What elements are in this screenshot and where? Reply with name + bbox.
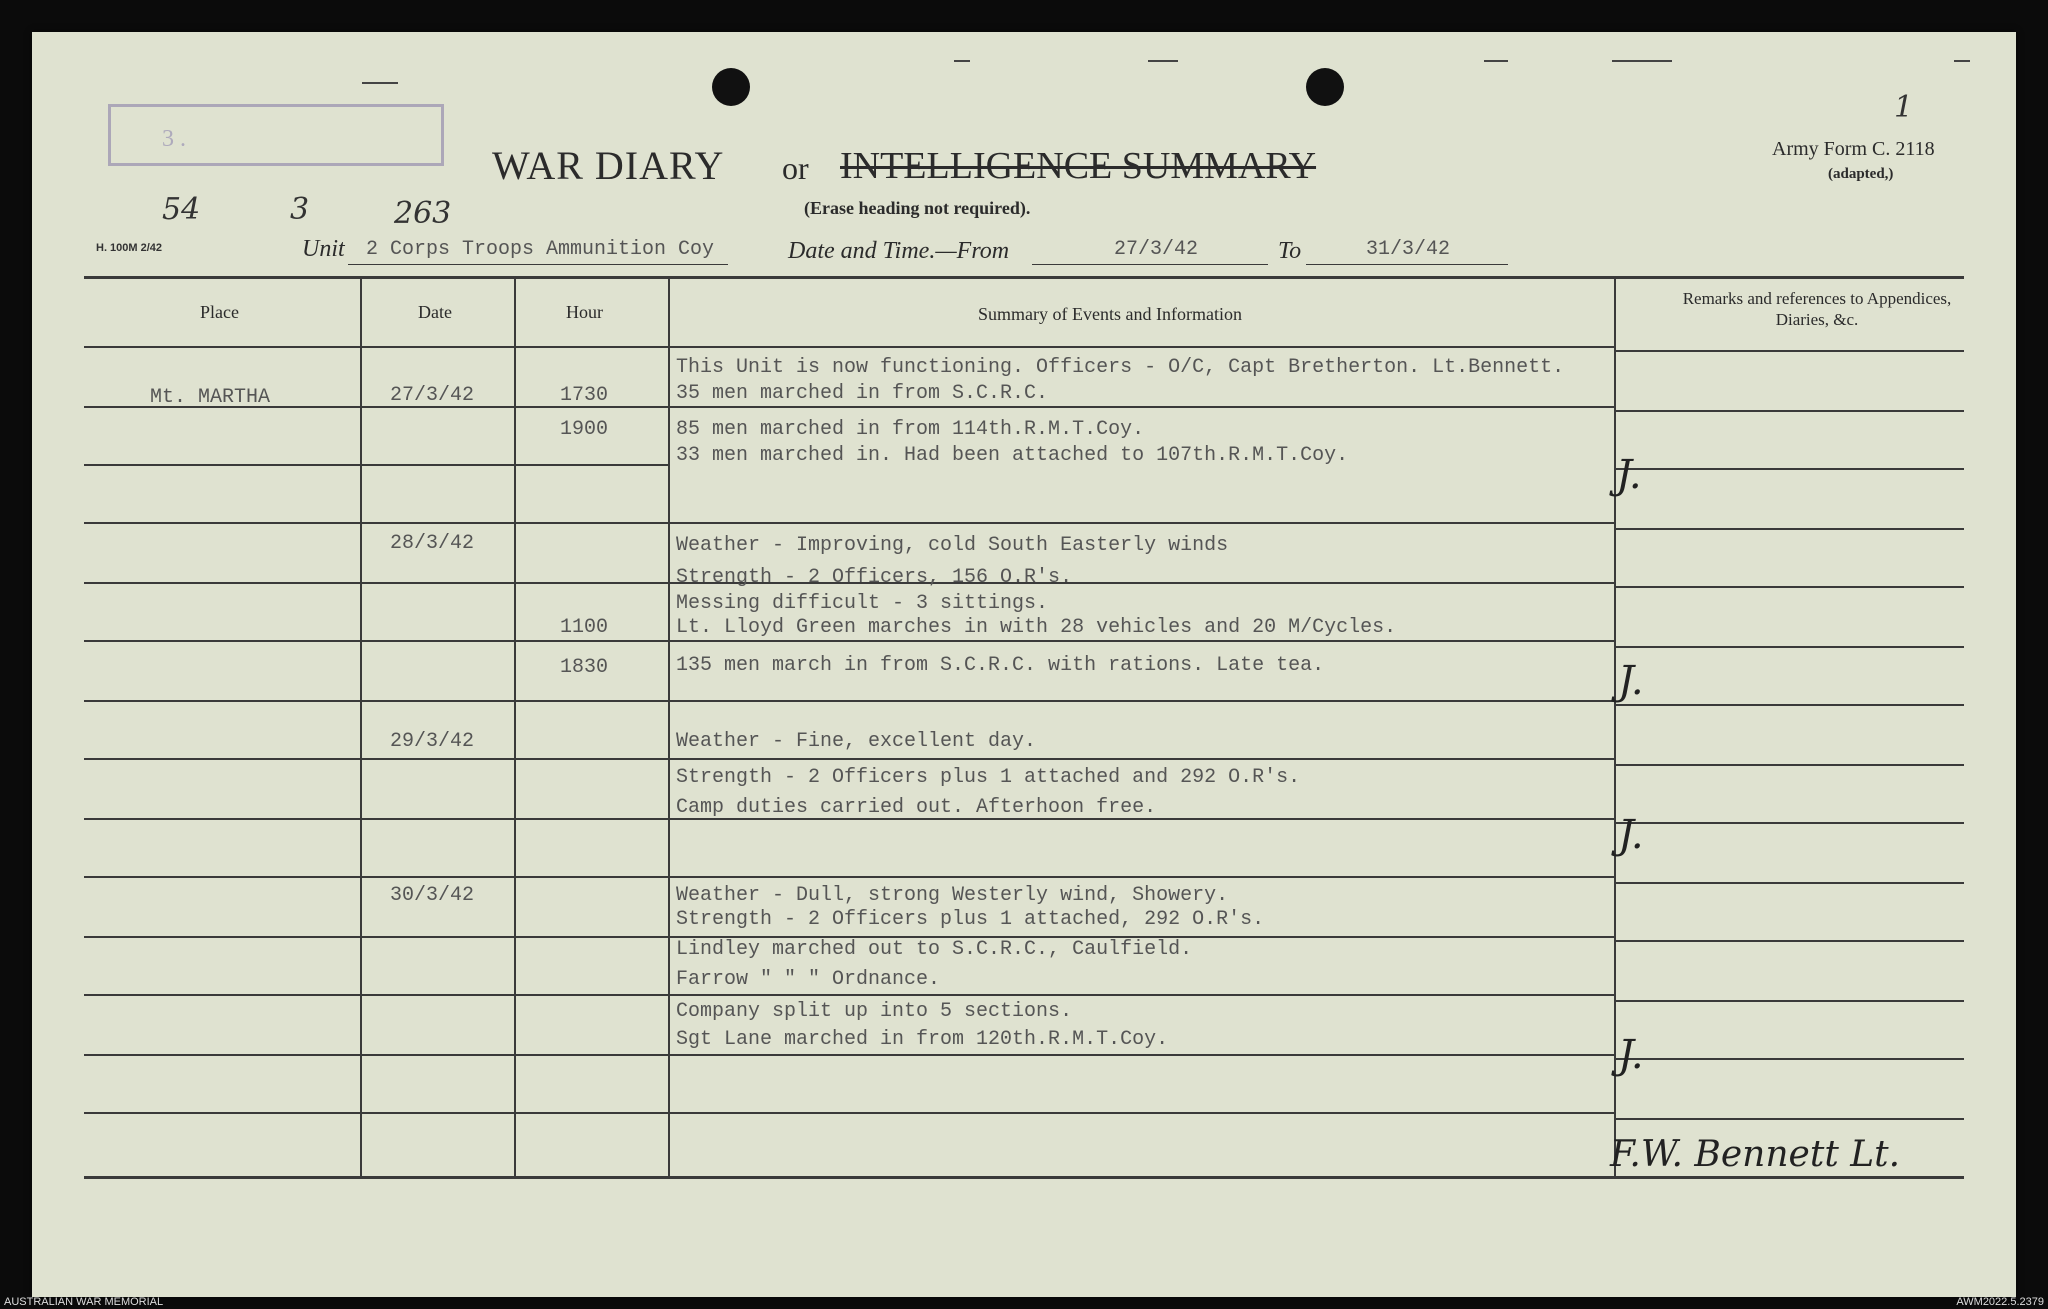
remarks-rule (1614, 468, 1964, 470)
hour-cell: 1100 (560, 616, 609, 639)
summary-line: This Unit is now functioning. Officers - O/C, Capt Bretherton. Lt.Bennett. (676, 356, 1565, 379)
summary-line: Strength - 2 Officers, 156 O.R's. (676, 566, 1073, 589)
summary-line: Farrow " " " Ordnance. (676, 968, 941, 991)
unit-underline (348, 264, 728, 265)
row-rule (84, 522, 1614, 524)
from-date: 27/3/42 (1114, 238, 1199, 261)
summary-line: 35 men marched in from S.C.R.C. (676, 382, 1049, 405)
date-cell: 30/3/42 (390, 884, 475, 907)
fold-mark (1484, 60, 1508, 62)
hour-cell: 1900 (560, 418, 609, 441)
army-form-label: Army Form C. 2118 (1772, 138, 1935, 160)
column-divider (514, 278, 516, 1178)
hour-cell: 1730 (560, 384, 609, 407)
initials-mark: J. (1616, 452, 1642, 498)
date-time-label: Date and Time.—From (788, 238, 1010, 264)
page-number: 1 (1894, 90, 1914, 125)
print-code: H. 100M 2/42 (96, 242, 163, 254)
summary-line: Strength - 2 Officers plus 1 attached, 292 O.R's. (676, 908, 1265, 931)
row-rule (84, 464, 668, 466)
row-rule (84, 346, 1614, 348)
row-rule (84, 1054, 1614, 1056)
summary-line: 33 men marched in. Had been attached to 107th.R.M.T.Coy. (676, 444, 1349, 467)
summary-line: Company split up into 5 sections. (676, 1000, 1073, 1023)
adapted-label: (adapted,) (1828, 166, 1894, 182)
row-rule (84, 406, 1614, 408)
erase-note: (Erase heading not required). (804, 198, 1031, 218)
summary-line: Camp duties carried out. Afterhoon free. (676, 796, 1157, 819)
title-or: or (782, 150, 809, 186)
remarks-rule (1614, 350, 1964, 352)
title-intelligence-summary: INTELLIGENCE SUMMARY (840, 145, 1317, 187)
fold-mark (1954, 60, 1970, 62)
summary-line: Strength - 2 Officers plus 1 attached and 292 O.R's. (676, 766, 1301, 789)
remarks-rule (1614, 940, 1964, 942)
remarks-rule (1614, 528, 1964, 530)
table-top-rule (84, 276, 1964, 279)
row-rule (84, 994, 1614, 996)
header-hour: Hour (566, 302, 603, 322)
from-underline (1032, 264, 1268, 265)
place-cell: Mt. MARTHA (150, 386, 271, 409)
summary-line: Weather - Fine, excellent day. (676, 730, 1037, 753)
header-summary: Summary of Events and Information (978, 304, 1242, 324)
summary-line: Sgt Lane marched in from 120th.R.M.T.Coy. (676, 1028, 1169, 1051)
summary-line: 135 men march in from S.C.R.C. with rations. Late tea. (676, 654, 1325, 677)
row-rule (84, 1112, 1614, 1114)
hand-ref-2: 3 (290, 192, 310, 227)
summary-line: Messing difficult - 3 sittings. (676, 592, 1049, 615)
remarks-rule (1614, 1058, 1964, 1060)
to-date: 31/3/42 (1366, 238, 1451, 261)
fold-mark (954, 60, 970, 62)
footer-credit-left: AUSTRALIAN WAR MEMORIAL (4, 1296, 164, 1308)
hour-cell: 1830 (560, 656, 609, 679)
diary-sheet (32, 32, 2016, 1297)
column-divider (1614, 278, 1616, 1178)
punch-hole-right (1306, 68, 1344, 106)
unit-value: 2 Corps Troops Ammunition Coy (366, 238, 715, 261)
row-rule (84, 640, 1614, 642)
summary-line: Weather - Dull, strong Westerly wind, Showery. (676, 884, 1229, 907)
row-rule (84, 700, 1614, 702)
signature: F.W. Bennett Lt. (1610, 1134, 1901, 1175)
initials-mark: J. (1618, 1032, 1644, 1078)
remarks-rule (1614, 586, 1964, 588)
remarks-rule (1614, 882, 1964, 884)
remarks-rule (1614, 764, 1964, 766)
column-divider (360, 278, 362, 1178)
hand-ref-1: 54 (162, 192, 201, 227)
table-bottom-rule (84, 1176, 1964, 1179)
row-rule (84, 876, 1614, 878)
summary-line: Lindley marched out to S.C.R.C., Caulfield. (676, 938, 1193, 961)
header-remarks: Remarks and references to Appendices, Diaries, &c. (1682, 289, 1952, 329)
stamp-text: 3 . (162, 126, 186, 152)
remarks-rule (1614, 646, 1964, 648)
row-rule (84, 758, 1614, 760)
initials-mark: J. (1618, 812, 1644, 858)
punch-hole-left (712, 68, 750, 106)
remarks-rule (1614, 822, 1964, 824)
remarks-rule (1614, 1118, 1964, 1120)
column-divider (668, 278, 670, 1178)
to-label: To (1278, 238, 1302, 264)
fold-mark (1148, 60, 1178, 62)
date-cell: 28/3/42 (390, 532, 475, 555)
header-date: Date (418, 302, 452, 322)
summary-line: Lt. Lloyd Green marches in with 28 vehicles and 20 M/Cycles. (676, 616, 1397, 639)
fold-mark (362, 82, 398, 84)
remarks-rule (1614, 1000, 1964, 1002)
hand-ref-3: 263 (394, 196, 452, 231)
remarks-rule (1614, 410, 1964, 412)
initials-mark: J. (1618, 658, 1644, 704)
summary-line: Weather - Improving, cold South Easterly winds (676, 534, 1229, 557)
summary-line: 85 men marched in from 114th.R.M.T.Coy. (676, 418, 1145, 441)
footer-credit-right: AWM2022.5.2379 (1956, 1296, 2044, 1308)
date-cell: 29/3/42 (390, 730, 475, 753)
date-cell: 27/3/42 (390, 384, 475, 407)
faded-stamp (108, 104, 444, 166)
fold-mark (1612, 60, 1672, 62)
header-place: Place (200, 302, 239, 322)
unit-label: Unit (302, 236, 345, 262)
to-underline (1306, 264, 1508, 265)
remarks-rule (1614, 704, 1964, 706)
title-war-diary: WAR DIARY (492, 143, 725, 188)
